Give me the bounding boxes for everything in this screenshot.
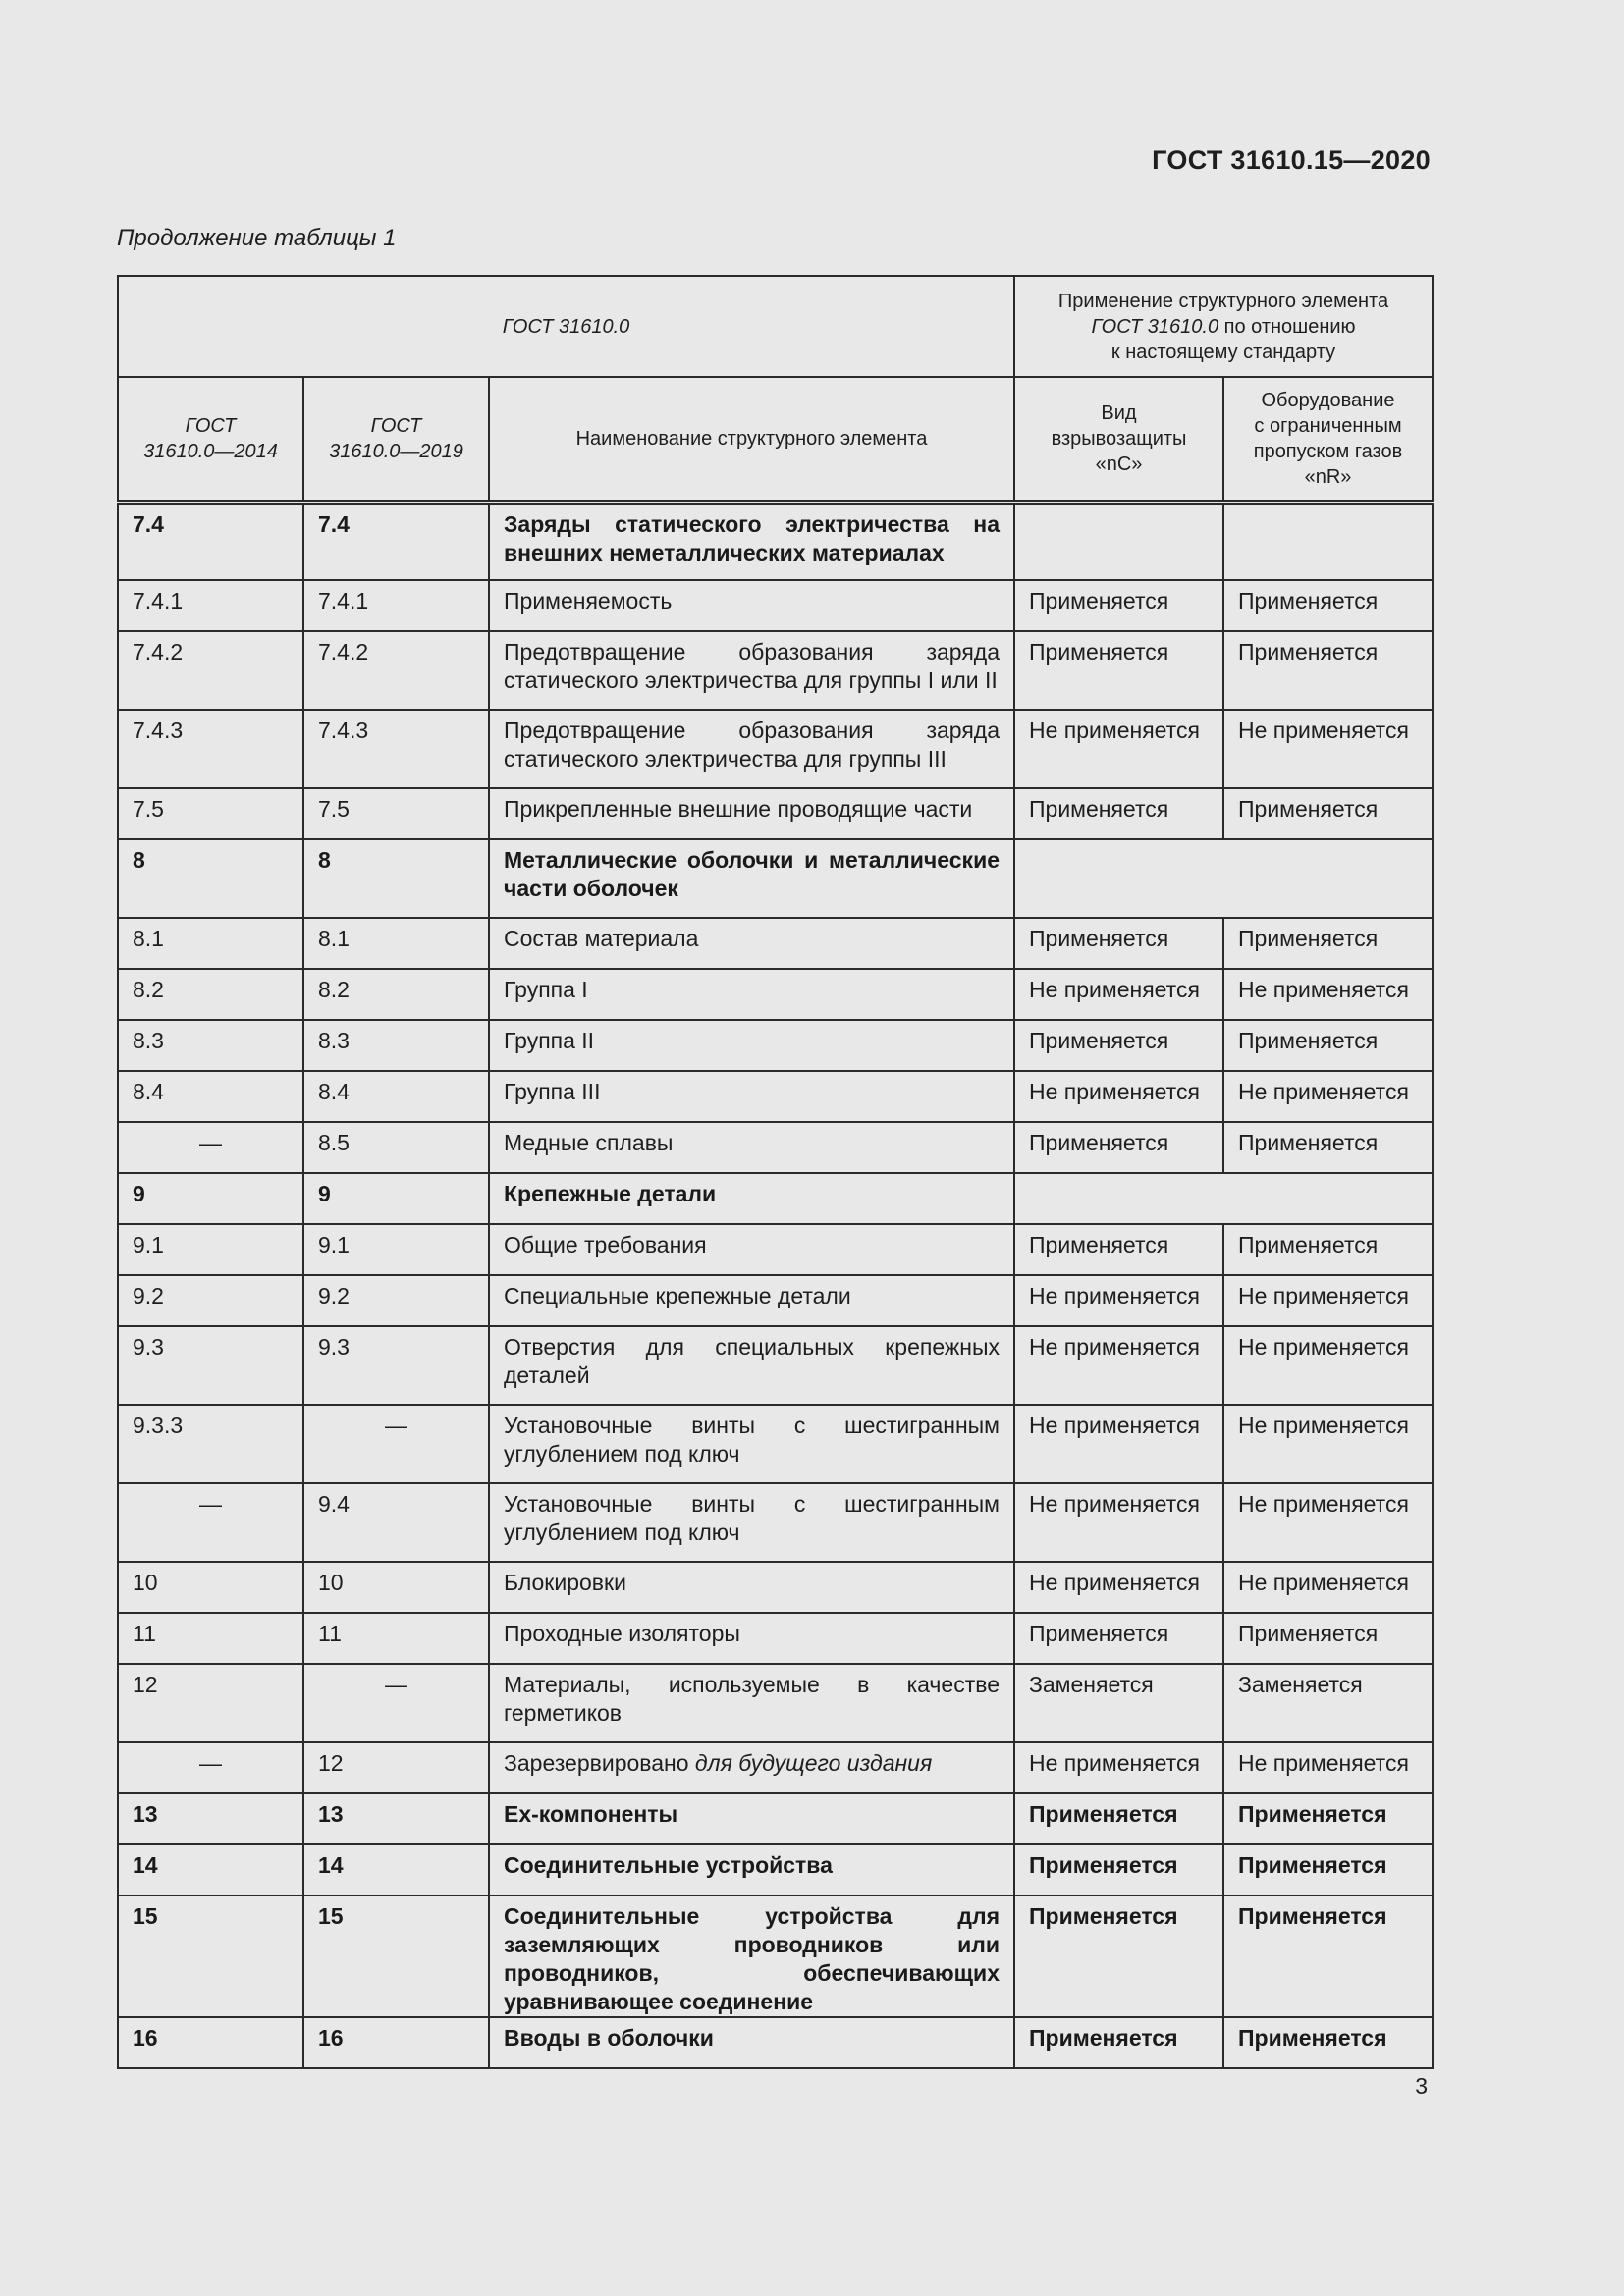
header-gost-2019	[303, 377, 489, 502]
cell-name: Группа II	[489, 1020, 1014, 1071]
table-row	[118, 1224, 1433, 1275]
cell-name: Металлические оболочки и металлические части оболочек	[489, 839, 1014, 918]
cell-2014: 13	[118, 1793, 303, 1844]
cell-2014: 8.4	[118, 1071, 303, 1122]
header-nr-c: пропуском газов	[1253, 440, 1403, 462]
table-row	[118, 580, 1433, 631]
cell-name: Материалы, используемые в качестве герметиков	[489, 1664, 1014, 1742]
cell-2014: 8.1	[118, 918, 303, 969]
cell-2019: 13	[303, 1793, 489, 1844]
cell-nr: Не применяется	[1223, 710, 1433, 788]
cell-2019: 7.5	[303, 788, 489, 839]
cell-2019: 9.3	[303, 1326, 489, 1405]
cell-2014: —	[118, 1122, 303, 1173]
cell-name: Проходные изоляторы	[489, 1613, 1014, 1664]
header-nr	[1223, 377, 1433, 502]
table-row	[118, 1896, 1433, 2017]
cell-name: Специальные крепежные детали	[489, 1275, 1014, 1326]
cell-2019: 7.4.2	[303, 631, 489, 710]
cell-name: Вводы в оболочки	[489, 2017, 1014, 2068]
header-gost-2014-b: 31610.0—2014	[143, 440, 278, 462]
cell-2014: 9.3	[118, 1326, 303, 1405]
table-row	[118, 1483, 1433, 1562]
table-caption: Продолжение таблицы 1	[117, 225, 397, 251]
cell-name: Состав материала	[489, 918, 1014, 969]
cell-nc: Не применяется	[1014, 1742, 1223, 1793]
header-application-gost: ГОСТ 31610.0	[1091, 315, 1219, 338]
cell-nc: Не применяется	[1014, 1483, 1223, 1562]
cell-nc: Не применяется	[1014, 1071, 1223, 1122]
cell-2014: 16	[118, 2017, 303, 2068]
cell-nr: Не применяется	[1223, 1071, 1433, 1122]
cell-nr: Применяется	[1223, 788, 1433, 839]
table-row	[118, 1173, 1433, 1224]
table-header-row-2	[118, 377, 1433, 502]
table-row	[118, 839, 1433, 918]
cell-2014: 8.3	[118, 1020, 303, 1071]
cell-2014: 12	[118, 1664, 303, 1742]
document-code: ГОСТ 31610.15—2020	[1152, 145, 1431, 175]
cell-nc: Применяется	[1014, 1224, 1223, 1275]
cell-nr: Применяется	[1223, 1224, 1433, 1275]
cell-2019: 11	[303, 1613, 489, 1664]
table-row	[118, 1742, 1433, 1793]
cell-2014: 7.4.3	[118, 710, 303, 788]
cell-nr: Не применяется	[1223, 1483, 1433, 1562]
cell-name: Применяемость	[489, 580, 1014, 631]
cell-name: Блокировки	[489, 1562, 1014, 1613]
header-application-group	[1014, 276, 1433, 377]
header-gost-2014	[118, 377, 303, 502]
cell-name: Общие требования	[489, 1224, 1014, 1275]
cell-2014: 9	[118, 1173, 303, 1224]
header-nc-c: «nC»	[1095, 453, 1143, 475]
cell-2019: 8.5	[303, 1122, 489, 1173]
cell-merged	[1014, 1173, 1433, 1224]
cell-2019: 16	[303, 2017, 489, 2068]
table-row	[118, 1562, 1433, 1613]
cell-2014: 11	[118, 1613, 303, 1664]
cell-nc: Применяется	[1014, 918, 1223, 969]
cell-nc: Применяется	[1014, 2017, 1223, 2068]
cell-2019: 9.4	[303, 1483, 489, 1562]
cell-name: Прикрепленные внешние проводящие части	[489, 788, 1014, 839]
cell-nc: Заменяется	[1014, 1664, 1223, 1742]
cell-2014: 14	[118, 1844, 303, 1896]
cell-name: Крепежные детали	[489, 1173, 1014, 1224]
cell-nr: Не применяется	[1223, 1326, 1433, 1405]
cell-merged	[1014, 839, 1433, 918]
cell-nc	[1014, 502, 1223, 580]
cell-nr: Применяется	[1223, 918, 1433, 969]
cell-name: Предотвращение образования заряда статического электричества для группы I или II	[489, 631, 1014, 710]
cell-2019: 10	[303, 1562, 489, 1613]
table-row	[118, 631, 1433, 710]
cell-2014: 8.2	[118, 969, 303, 1020]
cell-2014: 9.1	[118, 1224, 303, 1275]
header-nr-a: Оборудование	[1261, 389, 1395, 411]
header-nc-b: взрывозащиты	[1051, 427, 1187, 450]
cell-nr: Применяется	[1223, 1844, 1433, 1896]
table-row	[118, 1326, 1433, 1405]
cell-nc: Применяется	[1014, 1020, 1223, 1071]
cell-name: Отверстия для специальных крепежных деталей	[489, 1326, 1014, 1405]
cell-nc: Применяется	[1014, 788, 1223, 839]
table-row	[118, 918, 1433, 969]
cell-nr: Не применяется	[1223, 1405, 1433, 1483]
table-row	[118, 1071, 1433, 1122]
header-nr-b: с ограниченным	[1254, 414, 1402, 437]
cell-2014: 7.4	[118, 502, 303, 580]
cell-nc: Не применяется	[1014, 1326, 1223, 1405]
table-row	[118, 1122, 1433, 1173]
header-gost-2019-a: ГОСТ	[370, 414, 422, 437]
cell-nr: Применяется	[1223, 2017, 1433, 2068]
cell-2019: 9.2	[303, 1275, 489, 1326]
cell-nr: Применяется	[1223, 631, 1433, 710]
cell-nr: Не применяется	[1223, 1742, 1433, 1793]
header-application-line2: по отношению	[1218, 315, 1356, 338]
cell-2019: 14	[303, 1844, 489, 1896]
cell-2014: 9.2	[118, 1275, 303, 1326]
cell-name: Группа III	[489, 1071, 1014, 1122]
cell-2019: 9.1	[303, 1224, 489, 1275]
cell-name: Установочные винты с шестигранным углублением под ключ	[489, 1405, 1014, 1483]
table-row	[118, 969, 1433, 1020]
table-row	[118, 1275, 1433, 1326]
cell-name: Соединительные устройства	[489, 1844, 1014, 1896]
cell-nr: Применяется	[1223, 1896, 1433, 2017]
cell-name-text: Зарезервировано	[504, 1750, 695, 1776]
cell-nr: Заменяется	[1223, 1664, 1433, 1742]
table-row	[118, 1405, 1433, 1483]
table-row	[118, 1844, 1433, 1896]
cell-nr: Применяется	[1223, 1122, 1433, 1173]
header-nc-a: Вид	[1101, 401, 1137, 424]
header-gost-group: ГОСТ 31610.0	[118, 276, 1014, 377]
cell-name: Установочные винты с шестигранным углублением под ключ	[489, 1483, 1014, 1562]
cell-name	[489, 1742, 1014, 1793]
cell-nc: Не применяется	[1014, 1275, 1223, 1326]
cell-name: Предотвращение образования заряда статического электричества для группы III	[489, 710, 1014, 788]
cell-nr: Не применяется	[1223, 1275, 1433, 1326]
table-header-row-1	[118, 276, 1433, 377]
cell-2014: 10	[118, 1562, 303, 1613]
cell-2019: 12	[303, 1742, 489, 1793]
cell-2014: 8	[118, 839, 303, 918]
table-row	[118, 1613, 1433, 1664]
cell-nc: Применяется	[1014, 1793, 1223, 1844]
cell-2019: 7.4.3	[303, 710, 489, 788]
table-row	[118, 2017, 1433, 2068]
header-element-name: Наименование структурного элемента	[489, 377, 1014, 502]
cell-nc: Не применяется	[1014, 710, 1223, 788]
cell-nc: Применяется	[1014, 1844, 1223, 1896]
table-row	[118, 788, 1433, 839]
table-row	[118, 710, 1433, 788]
cell-nc: Применяется	[1014, 580, 1223, 631]
cell-nr: Не применяется	[1223, 969, 1433, 1020]
cell-nc: Применяется	[1014, 1613, 1223, 1664]
cell-name: Медные сплавы	[489, 1122, 1014, 1173]
cell-nr: Применяется	[1223, 580, 1433, 631]
cell-2014: —	[118, 1742, 303, 1793]
cell-nr: Применяется	[1223, 1793, 1433, 1844]
table-row	[118, 502, 1433, 580]
cell-2014: 15	[118, 1896, 303, 2017]
cell-nc: Не применяется	[1014, 969, 1223, 1020]
cell-nc: Не применяется	[1014, 1562, 1223, 1613]
cell-2019: 9	[303, 1173, 489, 1224]
cell-2014: 7.5	[118, 788, 303, 839]
cell-nc: Не применяется	[1014, 1405, 1223, 1483]
header-nc	[1014, 377, 1223, 502]
header-application-line3: к настоящему стандарту	[1110, 341, 1336, 363]
cell-2014: 7.4.1	[118, 580, 303, 631]
cell-2019: 8.4	[303, 1071, 489, 1122]
header-gost-2019-b: 31610.0—2019	[329, 440, 463, 462]
cell-2019: 15	[303, 1896, 489, 2017]
cell-2019: 7.4	[303, 502, 489, 580]
cell-nc: Применяется	[1014, 631, 1223, 710]
cell-name-italic: для будущего издания	[694, 1750, 933, 1776]
cell-nr: Не применяется	[1223, 1562, 1433, 1613]
cell-2019: 8.1	[303, 918, 489, 969]
structure-table	[117, 275, 1434, 2069]
cell-2014: 9.3.3	[118, 1405, 303, 1483]
cell-nc: Применяется	[1014, 1896, 1223, 2017]
cell-2014: 7.4.2	[118, 631, 303, 710]
cell-nr: Применяется	[1223, 1613, 1433, 1664]
table-row	[118, 1793, 1433, 1844]
cell-name: Группа I	[489, 969, 1014, 1020]
cell-2019: —	[303, 1405, 489, 1483]
cell-name: Соединительные устройства для заземляющих проводников или проводников, обеспечивающих уравнивающее соединение	[489, 1896, 1014, 2017]
cell-2019: 8	[303, 839, 489, 918]
table-row	[118, 1020, 1433, 1071]
cell-2019: 8.2	[303, 969, 489, 1020]
cell-2019: —	[303, 1664, 489, 1742]
header-gost-2014-a: ГОСТ	[185, 414, 237, 437]
header-nr-d: «nR»	[1304, 465, 1352, 488]
cell-nc: Применяется	[1014, 1122, 1223, 1173]
cell-nr: Применяется	[1223, 1020, 1433, 1071]
cell-nr	[1223, 502, 1433, 580]
cell-2019: 8.3	[303, 1020, 489, 1071]
page-number: 3	[1415, 2073, 1428, 2099]
cell-name: Заряды статического электричества на внешних неметаллических материалах	[489, 502, 1014, 580]
cell-name: Ex-компоненты	[489, 1793, 1014, 1844]
table-row	[118, 1664, 1433, 1742]
cell-2014: —	[118, 1483, 303, 1562]
header-application-line1: Применение структурного элемента	[1057, 290, 1389, 312]
cell-2019: 7.4.1	[303, 580, 489, 631]
